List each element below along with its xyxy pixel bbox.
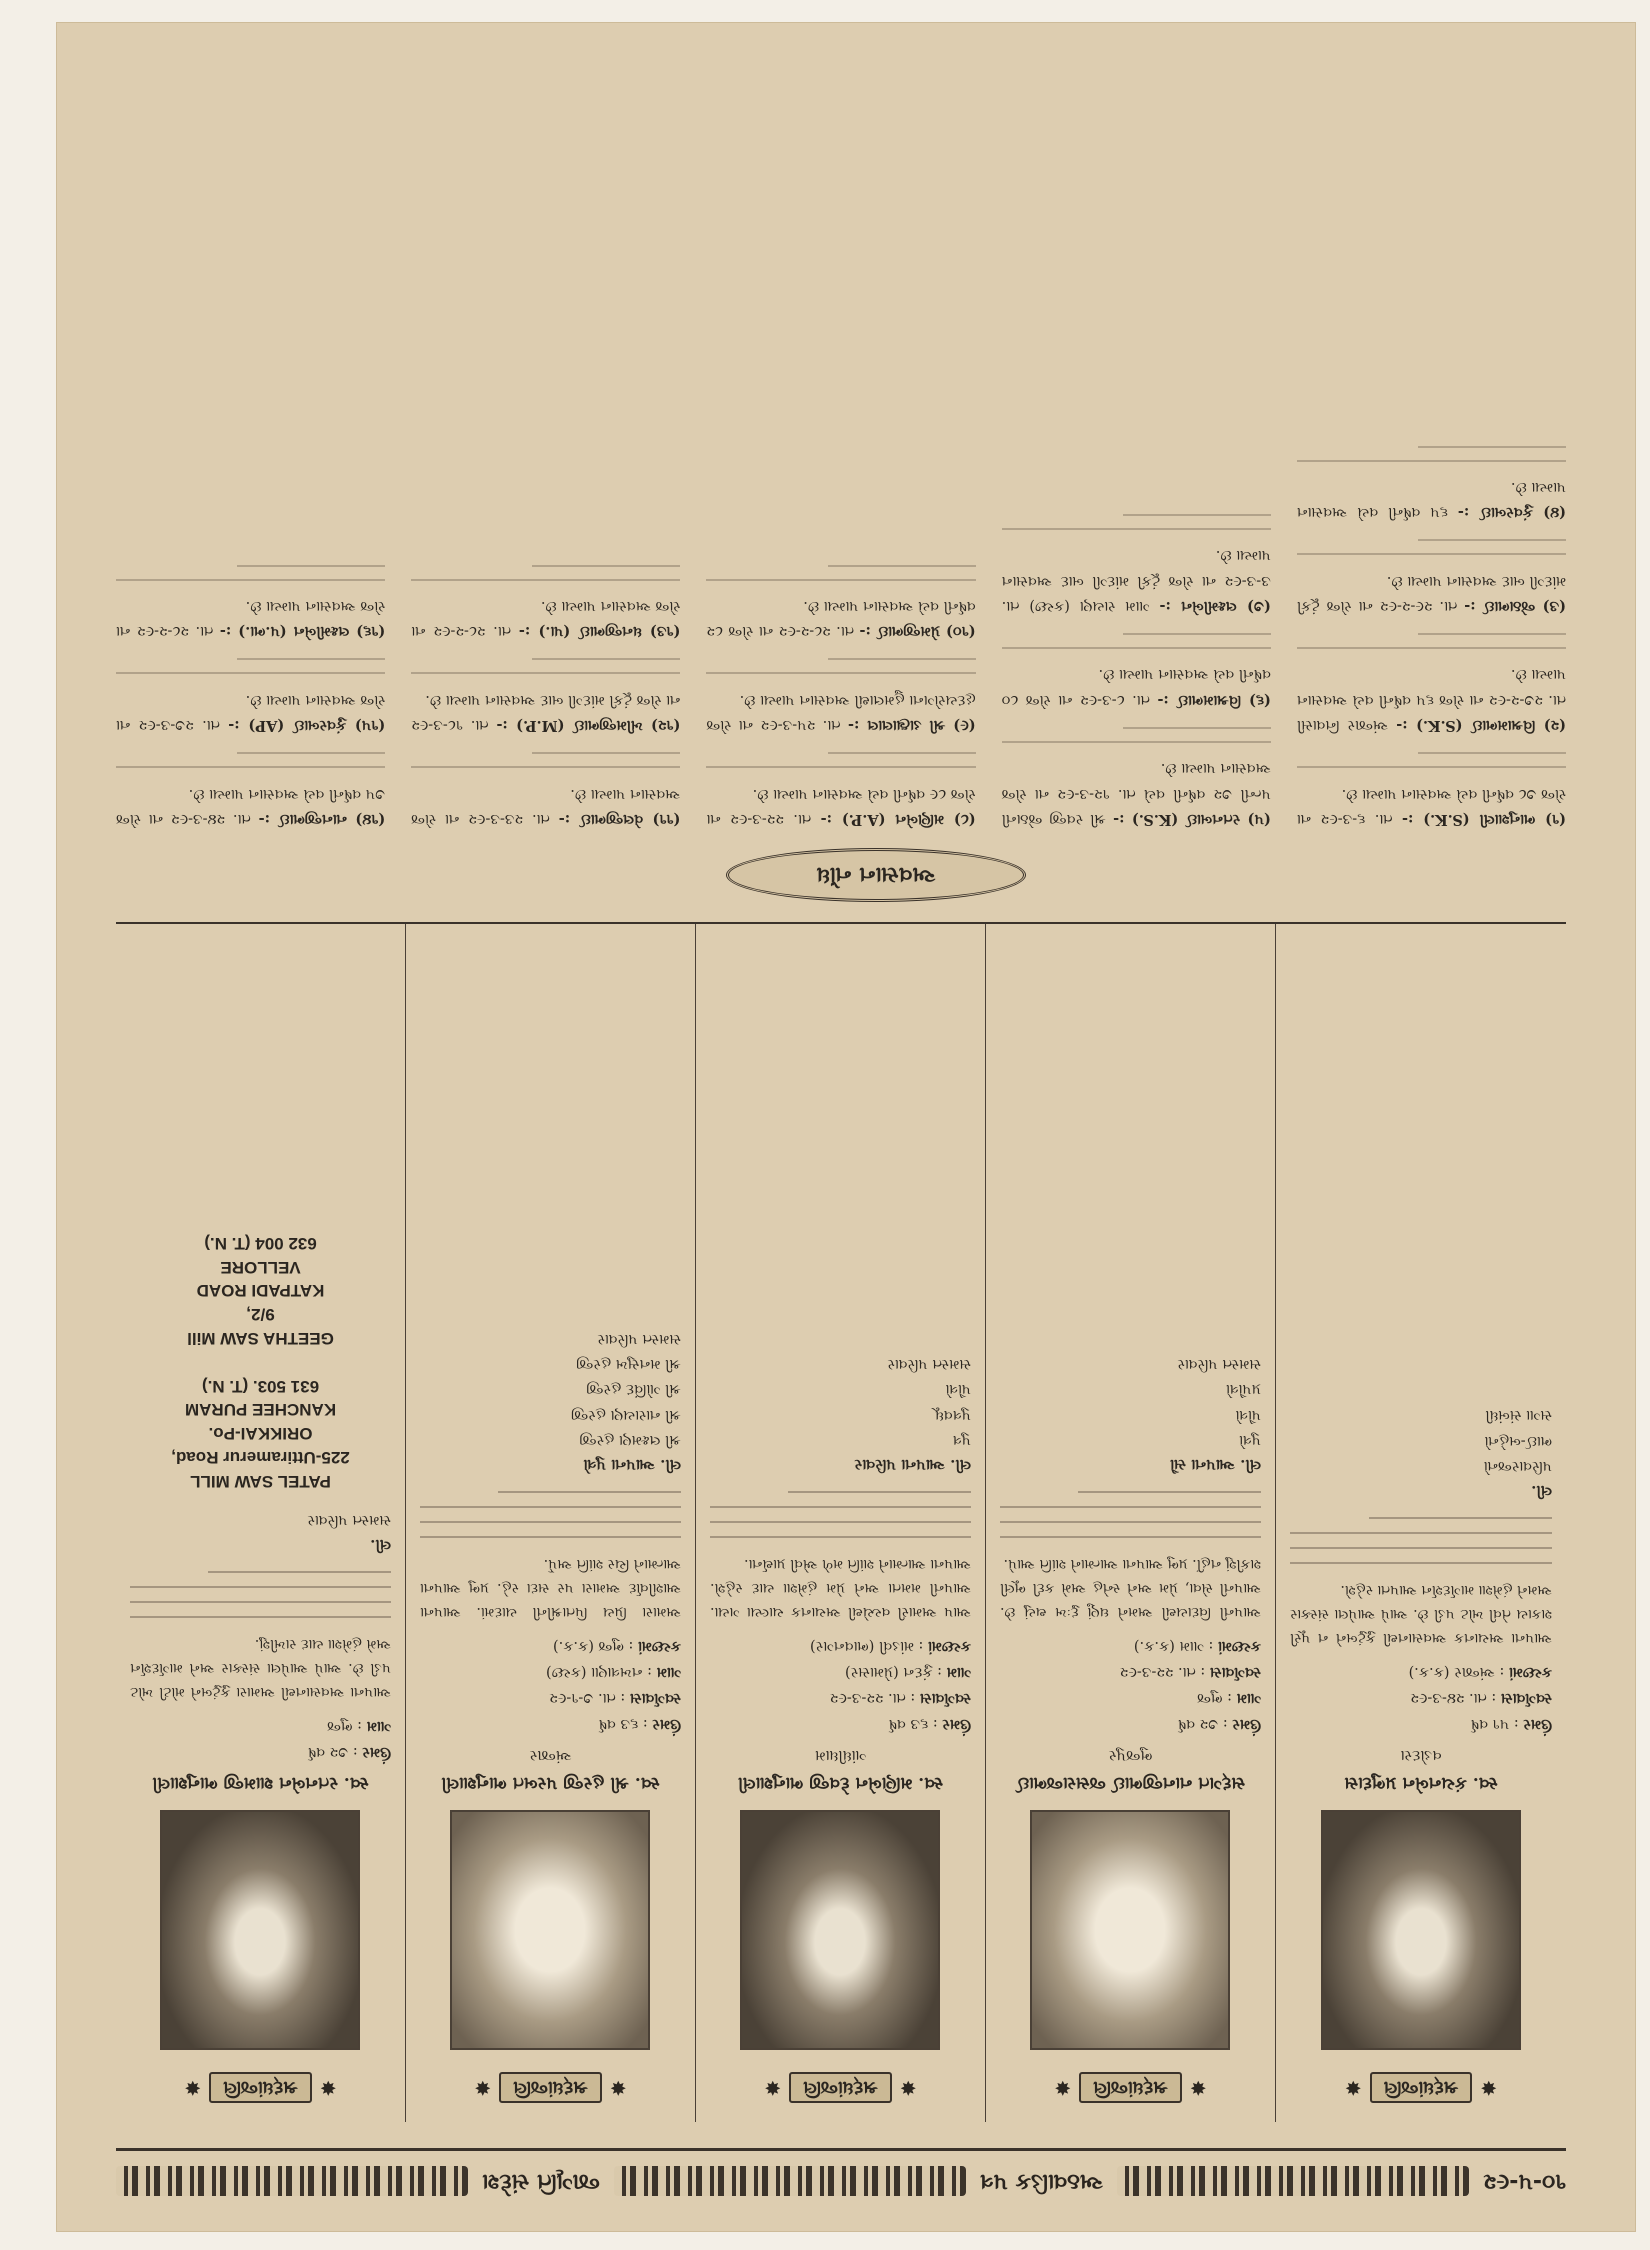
signatory: સમસ્ત પરિવાર [1177, 1355, 1261, 1372]
print-line [237, 565, 385, 567]
obituary-card [406, 924, 696, 2122]
tribute-text: આપના અવસાનથી અમારા કુટુંબને મોટી ખોટ પડી છે. આપે આપેલા સંસ્કાર અને માર્ગદર્શન અમે હંમેશા યાદ રાખીશું. [130, 1636, 391, 1700]
news-item-text: અંજાર નિવાસી તા. ૨૭-૨-૯૨ ના રોજ ૬૫ વર્ષની વયે અવસાન પામ્યા છે. [1296, 666, 1566, 734]
field-value: ગામ (ક.ક.) [1133, 1637, 1204, 1654]
field-value: ૭૨ વર્ષ [1177, 1716, 1219, 1733]
field-key: કચ્છમાં [927, 1637, 971, 1655]
news-item [411, 565, 680, 645]
print-line [706, 579, 975, 581]
print-line [1123, 727, 1271, 729]
print-line [1002, 647, 1271, 649]
signatory: પુત્ર [952, 1432, 971, 1449]
text-lines [1290, 1517, 1552, 1564]
news-column [706, 52, 975, 832]
news-item-text: તા. ૨૮-૨-૯૨ ના રોજ અવસાન પામ્યા છે. [116, 598, 386, 640]
news-item-text: શ્રી રવજી જેઠાની પત્ની ૭૨ વર્ષની વયે તા. ૧૨-૩-૯૨ ના રોજ અવસાન પામ્યા છે. [1001, 760, 1271, 827]
print-line [420, 1536, 681, 1538]
news-item-text: ગામ રાયણ (કચ્છ) તા. ૩-૩-૯૨ ના રોજ ટૂંકી માંદગી બાદ અવસાન પામ્યા છે. [1001, 547, 1271, 615]
tribute-text: આપની વિદાયથી અમને ઘણું દુઃખ થયું છે. આપની સેવા, પ્રેમ અને સ્નેહ અમે કદી ભૂલી શકીશું નહીં. પ્રભુ આપના આત્માને શાંતિ આપે. [1000, 1556, 1261, 1620]
news-item-heading: (૧૫) કુંવરબાઈ (AP) :- [228, 717, 386, 735]
news-item [1002, 727, 1271, 832]
news-item [116, 752, 385, 832]
news-item [1297, 539, 1566, 619]
signatory: શ્રી નારાયણ હરજી [570, 1406, 681, 1423]
card-title: સ્વ. શ્રી હરજી પરબત ભાનુશાલી [441, 1773, 660, 1793]
portrait-photo [451, 1810, 651, 2050]
card-subtitle: વડોદરા [1400, 1747, 1442, 1766]
card-tag [1000, 2066, 1261, 2110]
print-line [710, 1536, 971, 1538]
print-line [116, 673, 385, 675]
signatory: પૌત્રો [945, 1381, 971, 1398]
news-item-heading: (૧) ભાનુશાલી (S.K.) :- [1401, 811, 1566, 828]
print-line [1290, 1532, 1552, 1534]
tribute-text: આપના અચાનક અવસાનથી કુટુંબને ન પૂરી શકાય તેવી ખોટ પડી છે. આપે આપેલા સંસ્કાર અમને હંમેશા માર્ગદર્શન આપતા રહેશે. [1290, 1582, 1552, 1646]
field-row: ઉંમર : ૫૧ વર્ષ [1470, 1716, 1552, 1734]
news-item [116, 659, 385, 739]
print-line [828, 659, 976, 661]
news-item [411, 659, 680, 739]
news-item-text: તા. ૨૮-૨-૯૨ ના રોજ ૮૨ વર્ષની વયે અવસાન પામ્યા છે. [706, 598, 976, 640]
news-item [706, 565, 975, 645]
news-item-heading: (૧૨) ખીમજીભાઈ (M.P.) :- [496, 717, 681, 735]
signatory: ભાઈ-બહેનો [1484, 1432, 1552, 1449]
signatory: પ્રપૌત્રો [1225, 1381, 1261, 1398]
obituary-cards [116, 922, 1566, 2122]
signatory: શ્રી મનસુખ હરજી [576, 1355, 681, 1372]
news-item [1297, 752, 1566, 832]
field-value: માંડવી (ભાવનગર) [809, 1637, 914, 1654]
star-icon: ✸ [474, 2076, 492, 2100]
news-item [1002, 633, 1271, 713]
tag-label: શ્રદ્ધાંજલિ [1370, 2073, 1473, 2104]
news-item-text: તા. ૬-૩-૯૨ ના રોજ ૭૮ વર્ષની વયે અવસાન પામ્યા છે. [1296, 785, 1566, 827]
news-item-heading: (૧૩) ધનજીભાઈ (પા.) :- [518, 623, 681, 641]
obituary-card [696, 924, 986, 2122]
field-row: ગામ : નખત્રાણા (કચ્છ) [545, 1663, 681, 1681]
news-item-heading: (૨) વિશ્રામભાઈ (S.K.) :- [1396, 717, 1566, 735]
field-row: ઉંમર : ૬૩ વર્ષ [888, 1716, 971, 1734]
news-item-heading: (૪) કુંવરબાઈ :- [1457, 504, 1566, 522]
news-item-heading: (૧૬) લક્ષ્મીબેન (પ.ભા.) :- [219, 623, 386, 641]
news-column [1002, 52, 1271, 832]
star-icon: ✸ [319, 2076, 337, 2100]
news-item-text: તા. ૨૯-૨-૯૨ ના રોજ ટૂંકી માંદગી બાદ અવસાન પામ્યા છે. [1296, 572, 1566, 615]
tribute-text: આપ અમારી વચ્ચેથી અચાનક ચાલ્યા ગયા. આપની મમતા અને પ્રેમ હંમેશા યાદ રહેશે. આપના આત્માને શાંતિ મળે એવી પ્રાર્થના. [710, 1556, 971, 1620]
field-row: ગામ : ભુજ [1197, 1689, 1261, 1707]
news-item-heading: (૮) મણિબેન (A.P.) :- [820, 811, 976, 828]
news-item-text: તા. ૨૪-૩-૯૨ ના રોજ ૭૫ વર્ષની વયે અવસાન પામ્યા છે. [115, 785, 386, 827]
field-key: ગામ [656, 1663, 681, 1681]
card-subtitle: અંજાર [529, 1747, 572, 1766]
masthead [116, 2148, 1566, 2212]
news-item-heading: (૫) રતનબાઈ (K.S.) :- [1113, 811, 1271, 828]
news-item [706, 659, 975, 739]
card-title: સદ્ગત નાનજીભાઈ જસરાજભાઈ [1015, 1773, 1246, 1793]
field-row: કચ્છમાં : અંજાર (ક.ક.) [1408, 1663, 1552, 1681]
signatory: શ્રી ગોવિંદ હરજી [586, 1381, 681, 1398]
news-item [706, 752, 975, 832]
print-line [706, 766, 975, 768]
card-tag [710, 2066, 971, 2110]
print-line [788, 1491, 971, 1493]
print-line [1418, 539, 1566, 541]
signatories-head: લી. આપના સૌ [1170, 1456, 1261, 1475]
print-line [420, 1521, 681, 1523]
signatories-head: લી. [1531, 1482, 1552, 1501]
print-line [710, 1506, 971, 1508]
masthead-mid: અઠવાડિક પત્ર [979, 2169, 1104, 2194]
text-lines [1000, 1491, 1261, 1538]
news-item-text: તા. ૨૫-૩-૯૨ ના રોજ હૃદયરોગના હુમલાથી અવસાન પામ્યા છે. [706, 691, 976, 734]
tag-label: શ્રદ્ધાંજલિ [209, 2073, 312, 2104]
obituary-card [1276, 924, 1566, 2122]
news-column [116, 52, 385, 832]
text-lines [130, 1571, 391, 1618]
news-item-text: ૬૫ વર્ષની વયે અવસાન પામ્યા છે. [1296, 479, 1566, 521]
news-item-heading: (૯) શ્રી ડાહ્યાલાલ :- [847, 717, 976, 735]
print-line [411, 579, 680, 581]
news-item-text: તા. ૮-૩-૯૨ ના રોજ ૮૦ વર્ષની વયે અવસાન પામ્યા છે. [1001, 666, 1271, 708]
portrait-photo [741, 1810, 941, 2050]
signatory: પરિવારજનો [1483, 1458, 1552, 1475]
signatory: શ્રી લક્ષ્મણ હરજી [579, 1432, 681, 1449]
print-line [1297, 647, 1566, 649]
card-title: સ્વ. કંચનબેન પ્રભુદાસ [1344, 1773, 1498, 1793]
signatories-head: લી. [370, 1536, 391, 1555]
field-key: સ્વર્ગવાસ [1500, 1689, 1552, 1707]
field-value: ભુજ [1197, 1689, 1223, 1706]
print-line [1418, 446, 1566, 448]
signatories [130, 1507, 391, 1559]
signatory: સગા સંબંધી [1485, 1407, 1552, 1424]
print-line [1418, 633, 1566, 635]
card-title: સ્વ. રતનબેન શામજી ભાનુશાલી [152, 1773, 369, 1793]
print-line [498, 1491, 681, 1493]
news-columns [116, 52, 1566, 832]
print-line [706, 673, 975, 675]
print-line [1002, 528, 1271, 530]
field-key: સ્વર્ગવાસ [1209, 1663, 1261, 1681]
news-item-text: તા. ૨૮-૨-૯૨ ના રોજ અવસાન પામ્યા છે. [411, 598, 681, 640]
print-line [1123, 633, 1271, 635]
business-address: PATEL SAW MILL 225-Uttiramerur Road, ORIKKAI-Po. KANCHEE PURAM 631 503. (T. N.) GEETHA SAW Mill 9/2, KATPADI ROAD VELLORE 632 004 (T. N.) [171, 1233, 350, 1491]
print-line [710, 1521, 971, 1523]
ornament-band [614, 2167, 966, 2197]
print-line [1290, 1547, 1552, 1549]
field-value: તા. ૨૪-૩-૯૨ [1410, 1689, 1487, 1706]
print-line [411, 766, 680, 768]
print-line [130, 1586, 391, 1588]
print-line [1369, 1517, 1552, 1519]
print-line [116, 579, 385, 581]
field-value: ૬૩ વર્ષ [598, 1716, 639, 1733]
text-lines [710, 1491, 971, 1538]
field-value: ભુજ [327, 1717, 353, 1734]
signatories [420, 1325, 681, 1478]
field-row: સ્વર્ગવાસ : તા. ૨૪-૩-૯૨ [1410, 1689, 1552, 1707]
field-row: કચ્છમાં : માંડવી (ભાવનગર) [809, 1637, 971, 1655]
print-line [1297, 553, 1566, 555]
obituary-card [116, 924, 406, 2122]
print-line [532, 752, 680, 754]
field-value: કુંદન (પ્રેમાસર) [845, 1663, 933, 1680]
field-key: કચ્છમાં [1508, 1663, 1552, 1681]
field-value: નખત્રાણા (કચ્છ) [545, 1663, 643, 1680]
field-key: ઉંમર [652, 1716, 681, 1734]
field-row: ગામ : કુંદન (પ્રેમાસર) [845, 1663, 971, 1681]
tag-label: શ્રદ્ધાંજલિ [1079, 2073, 1182, 2104]
tribute-text: અમારા પ્રિય પિતાશ્રીની યાદમાં. આપના આશીર્વાદ અમારા પર સદા રહે. પ્રભુ આપના આત્માને ચિર શાંતિ અર્પે. [420, 1556, 681, 1620]
field-key: ગામ [1236, 1689, 1261, 1707]
news-item-text: તા. ૧૮-૩-૯૨ ના રોજ ટૂંકી માંદગી બાદ અવસાન પામ્યા છે. [411, 691, 681, 734]
field-row: કચ્છમાં : ભુજ (ક.ક.) [552, 1637, 681, 1655]
field-key: ઉંમર [942, 1716, 971, 1734]
star-icon: ✸ [1344, 2076, 1362, 2100]
print-line [411, 673, 680, 675]
field-value: તા. ૨૨-૩-૯૨ [1119, 1663, 1196, 1680]
field-row: સ્વર્ગવાસ : તા. ૨૨-૩-૯૨ [1119, 1663, 1261, 1681]
signatory: સમસ્ત પરિવાર [597, 1330, 681, 1347]
field-row: ઉંમર : ૭૨ વર્ષ [1177, 1716, 1261, 1734]
print-line [1000, 1506, 1261, 1508]
news-item [1002, 514, 1271, 619]
signatories [1000, 1351, 1261, 1479]
field-key: ઉંમર [362, 1744, 391, 1762]
portrait-photo [1031, 1810, 1231, 2050]
print-line [130, 1601, 391, 1603]
card-subtitle: ગાંધીધામ [814, 1747, 867, 1766]
news-item-heading: (૧૧) વેલજીભાઈ :- [558, 811, 681, 828]
news-item-text: તા. ૨૩-૩-૯૨ ના રોજ અવસાન પામ્યા છે. [411, 785, 681, 827]
star-icon: ✸ [899, 2076, 917, 2100]
field-row: ઉંમર : ૬૩ વર્ષ [598, 1716, 681, 1734]
card-tag [420, 2066, 681, 2110]
signatory: પુત્રવધૂ [934, 1406, 971, 1423]
print-line [1123, 514, 1271, 516]
field-value: ૫૧ વર્ષ [1470, 1716, 1510, 1733]
field-row: સ્વર્ગવાસ : તા. ૭-૧-૯૨ [549, 1689, 681, 1707]
print-line [532, 565, 680, 567]
print-line [1418, 752, 1566, 754]
print-line [1000, 1536, 1261, 1538]
portrait-photo [161, 1810, 361, 2050]
signatories [710, 1351, 971, 1479]
news-item-heading: (૬) વિશ્રામભાઈ :- [1157, 691, 1271, 709]
news-item-text: તા. ૨૭-૩-૯૨ ના રોજ અવસાન પામ્યા છે. [116, 691, 386, 734]
obituary-card [986, 924, 1276, 2122]
field-value: તા. ૨૨-૩-૯૨ [829, 1689, 906, 1706]
field-value: અંજાર (ક.ક.) [1408, 1663, 1495, 1680]
field-row: ગામ : ભુજ [327, 1717, 391, 1735]
star-icon: ✸ [184, 2076, 202, 2100]
news-item-text: તા. ૨૨-૩-૯૨ ના રોજ ૮૯ વર્ષની વયે અવસાન પામ્યા છે. [706, 785, 976, 827]
card-tag [130, 2066, 391, 2110]
field-key: ઉંમર [1232, 1716, 1261, 1734]
field-value: ભુજ (ક.ક.) [552, 1637, 624, 1654]
signatory: સમસ્ત પરિવાર [887, 1355, 971, 1372]
print-line [1297, 766, 1566, 768]
portrait-photo [1321, 1810, 1521, 2050]
masthead-title: જાગૃતિ સંદેશ [482, 2169, 600, 2194]
news-column [411, 52, 680, 832]
newspaper-sheet [56, 22, 1636, 2232]
ornament-band [116, 2167, 468, 2197]
field-key: ઉંમર [1523, 1716, 1552, 1734]
signatories-head: લી. આપના પુત્રો [583, 1456, 681, 1475]
print-line [828, 565, 976, 567]
section-heading: અવસાન નોંધ [726, 848, 1026, 902]
star-icon: ✸ [1054, 2076, 1072, 2100]
news-item-heading: (૧૪) નાનજીભાઈ :- [258, 811, 386, 828]
print-line [208, 1571, 391, 1573]
signatory: પૌત્રો [1235, 1406, 1261, 1423]
star-icon: ✸ [1189, 2076, 1207, 2100]
field-row: સ્વર્ગવાસ : તા. ૨૨-૩-૯૨ [829, 1689, 971, 1707]
news-item [1297, 633, 1566, 738]
text-lines [420, 1491, 681, 1538]
tag-label: શ્રદ્ધાંજલિ [499, 2073, 602, 2104]
news-item-heading: (૩) જેઠાભાઈ :- [1464, 598, 1566, 616]
inverted-page [56, 22, 1636, 2232]
print-line [1002, 741, 1271, 743]
field-key: સ્વર્ગવાસ [919, 1689, 971, 1707]
signatories-head: લી. આપના પરિવાર [854, 1456, 971, 1475]
news-item [1297, 446, 1566, 526]
star-icon: ✸ [1480, 2076, 1498, 2100]
signatory: સમસ્ત પરિવાર [307, 1512, 391, 1529]
news-column [1297, 52, 1566, 832]
news-item-heading: (૧૦) પ્રેમજીભાઈ :- [859, 623, 976, 641]
tag-label: શ્રદ્ધાંજલિ [789, 2073, 892, 2104]
star-icon: ✸ [609, 2076, 627, 2100]
card-subtitle: ભુજપુર [1108, 1747, 1153, 1766]
print-line [532, 659, 680, 661]
print-line [237, 752, 385, 754]
field-key: કચ્છમાં [1217, 1637, 1261, 1655]
print-line [237, 659, 385, 661]
field-key: ગામ [946, 1663, 971, 1681]
ornament-band [1117, 2167, 1469, 2197]
print-line [130, 1616, 391, 1618]
print-line [420, 1506, 681, 1508]
print-line [1290, 1562, 1552, 1564]
print-line [1297, 460, 1566, 462]
card-tag [1290, 2066, 1552, 2110]
print-line [116, 766, 385, 768]
news-item-heading: (૭) લક્ષ્મીબેન :- [1159, 598, 1271, 616]
news-item [116, 565, 385, 645]
field-row: કચ્છમાં : ગામ (ક.ક.) [1133, 1637, 1261, 1655]
issue-date: ૧૦-૫-૯૨ [1483, 2169, 1566, 2194]
field-key: ગામ [366, 1717, 391, 1735]
field-row: ઉંમર : ૭૨ વર્ષ [307, 1744, 391, 1762]
news-item [411, 752, 680, 832]
print-line [828, 752, 976, 754]
print-line [1000, 1521, 1261, 1523]
signatory: પુત્રો [1239, 1432, 1261, 1449]
card-title: સ્વ. મણિબેન દેવજી ભાનુશાલી [737, 1773, 944, 1793]
field-value: ૭૨ વર્ષ [307, 1744, 349, 1761]
star-icon: ✸ [764, 2076, 782, 2100]
field-key: સ્વર્ગવાસ [629, 1689, 681, 1707]
field-value: તા. ૭-૧-૯૨ [549, 1689, 616, 1706]
signatories [1290, 1402, 1552, 1504]
field-value: ૬૩ વર્ષ [888, 1716, 929, 1733]
field-key: કચ્છમાં [637, 1637, 681, 1655]
print-line [1078, 1491, 1261, 1493]
